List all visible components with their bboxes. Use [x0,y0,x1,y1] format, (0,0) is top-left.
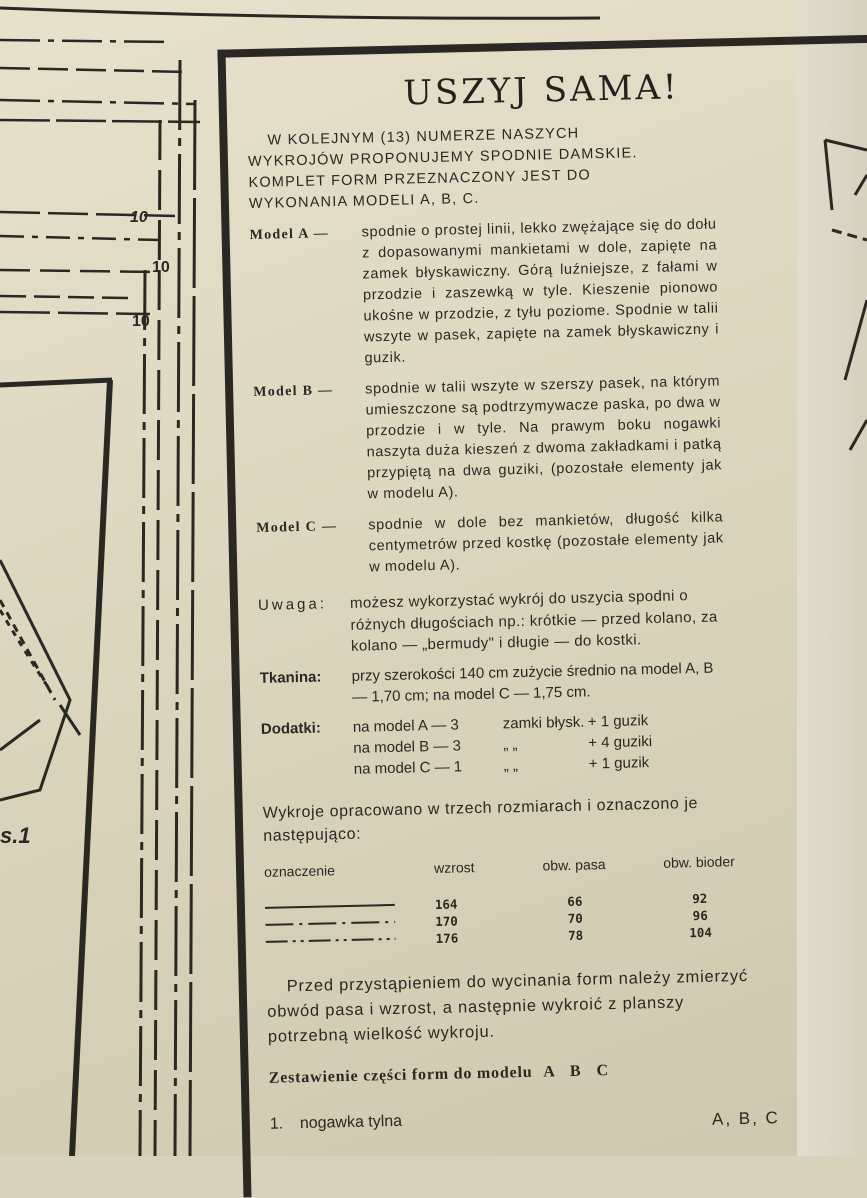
fabric-text: przy szerokości 140 cm zużycie średnio na model A, B — 1,70 cm; na model C — 1,75 cm. [351,659,714,706]
size-table-header [264,852,764,879]
intro-text: W KOLEJNYM (13) NUMERZE NASZYCH WYKROJÓW PROPONUJEMY SPODNIE DAMSKIE. KOMPLET FORM PRZEZNACZONY JEST DO WYKONANIA MODELI A, B, C. [247,125,638,213]
model-b-text: spodnie w talii wszyte w szerszy pasek, na którym umieszczone są podtrzymywacze paska, po dwa w przodzie i w tyle. Na prawym boku nogawki naszyta duża kieszeń z dwoma zakładkami i patką przypiętą na dwa guziki, (pozostałe elementy jak w modelu A). [365,373,723,503]
model-b [253,369,846,508]
table-cell: 170 [435,912,459,929]
mark-10-b: 10 [152,259,170,276]
model-c [256,505,847,581]
table-cell: 104 [689,924,713,940]
sheet-content [246,64,860,1140]
extras-cell: na model A — 3 [352,715,459,736]
table-cell: 164 [434,895,458,912]
page-title: USZYJ SAMA! [402,67,681,114]
note-label: Uwaga: [257,595,328,614]
extras-cell: + 4 guziki [588,732,653,751]
extras-cell: „ „ [503,756,519,774]
header-cell: obw. bioder [663,852,735,871]
header-cell: oznaczenie [263,861,336,880]
part-name: nogawka tylna [299,1112,403,1132]
table-cell: 92 [692,890,708,906]
extras-cell: na model B — 3 [353,736,462,757]
size-table [264,852,766,950]
model-a [249,212,842,372]
table-cell: 96 [692,907,708,923]
model-a-label: Model A — [249,226,330,244]
note [258,582,849,660]
extras [261,705,852,781]
mark-10-c: 10 [132,313,150,330]
part-number: 1. [269,1115,284,1133]
parts-heading [269,1056,859,1087]
extras-cell: + 1 guzik [587,711,649,730]
figure-label: s.1 [0,823,31,848]
fabric [259,654,850,710]
model-c-label: Model C — [256,519,338,536]
part-models: A, B, C [711,1107,781,1129]
parts-heading-models: A B C [543,1061,615,1081]
table-cell: 70 [567,910,583,926]
header-cell: wzrost [433,858,475,876]
extras-grid [353,709,679,779]
extras-cell: na model C — 1 [353,757,463,778]
table-cell: 78 [567,927,584,943]
instruction-sheet [205,15,867,1169]
sizes-intro: Wykroje opracowano w trzech rozmiarach i oznaczono je następująco: [262,794,699,845]
mark-10-a: 10 [130,209,148,226]
fabric-label: Tkanina: [259,668,322,687]
model-a-text: spodnie o prostej linii, lekko zwężające się do dołu z dopasowanymi mankietami w dole, zapięte na zamek błyskawiczny. Górą luźniejsze, z fałami w przodzie i zaszewką w tyle. Kieszenie pionowo ukośne w przodzie, z tyłu poziome. Spodnie w talii wszyte w pasek, zapięte na zamek błyskawiczny i guzik. [361,216,720,367]
note-text: możesz wykorzystać wykrój do uszycia spodni o różnych długościach np.: krótkie — przed kolano, za kolano — „bermudy" i długie — do kostki. [349,587,718,655]
extras-cell: zamki błysk. [502,713,585,732]
parts-heading-text: Zestawienie części form do modelu [268,1063,533,1087]
extras-cell: + 1 guzik [588,753,650,772]
model-b-label: Model B — [253,383,334,400]
model-c-text: spodnie w dole bez mankietów, długość kilka centymetrów przed kostkę (pozostałe elementy jak w modelu A). [368,509,724,576]
extras-cell: „ „ [503,735,518,753]
instruction-text: Przed przystąpieniem do wycinania form należy zmierzyć obwód pasa i wzrost, a następnie wykroić z planszy potrzebną wielkość wykroju. [267,966,749,1046]
table-cell: 66 [567,893,583,909]
table-cell: 176 [435,929,459,946]
line-dash-dot-dot [266,930,436,951]
header-cell: obw. pasa [542,855,606,874]
extras-label: Dodatki: [260,719,322,738]
